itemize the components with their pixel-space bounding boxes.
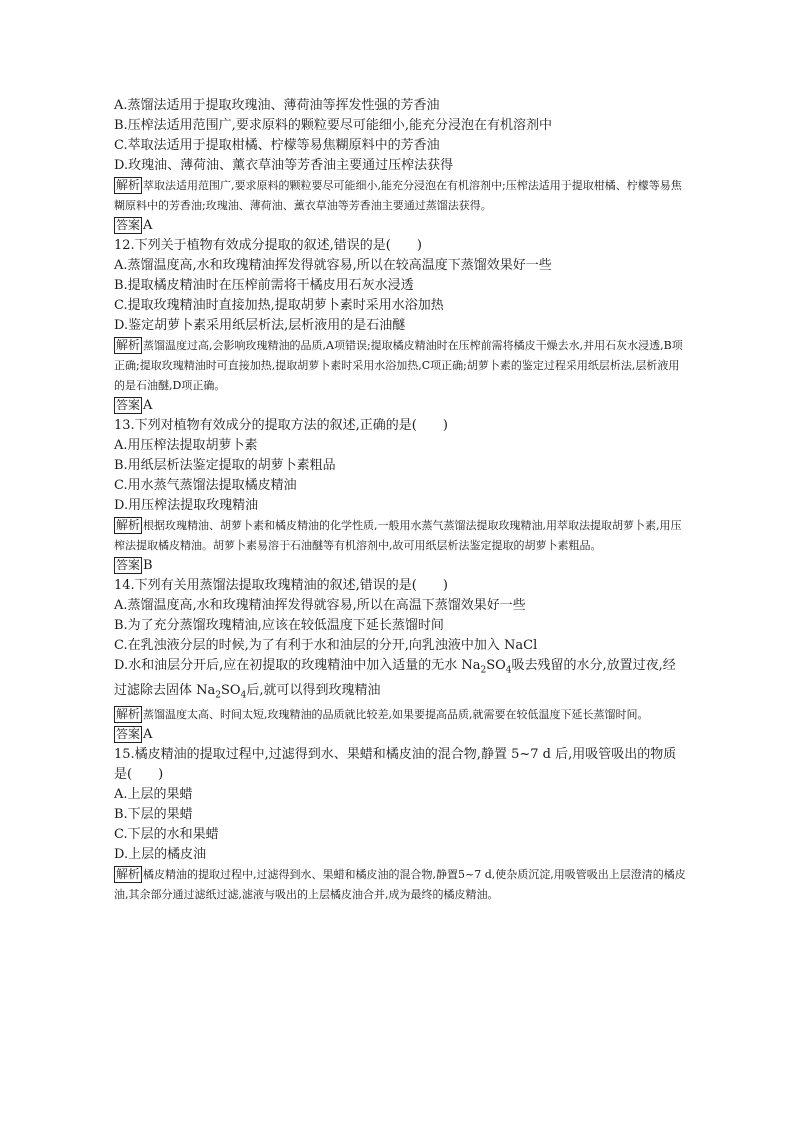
option-d-text-1: D.水和油层分开后,应在初提取的玫瑰精油中加入适量的无水 Na <box>114 658 481 673</box>
answer-block <box>114 396 688 416</box>
answer-label: 答案 <box>116 727 141 742</box>
answer-label: 答案 <box>116 218 141 232</box>
subscript-2: 2 <box>480 665 487 676</box>
analysis-block <box>114 516 688 556</box>
question-12 <box>114 236 688 416</box>
analysis-block <box>114 336 688 396</box>
analysis-label: 解析 <box>116 867 141 882</box>
option-a: A.蒸馏法适用于提取玫瑰油、薄荷油等挥发性强的芳香油 <box>114 98 440 113</box>
question-stem: 14.下列有关用蒸馏法提取玫瑰精油的叙述,错误的是( ) <box>114 578 448 593</box>
option-b: B.压榨法适用范围广,要求原料的颗粒要尽可能细小,能充分浸泡在有机溶剂中 <box>114 118 552 133</box>
option-d <box>114 656 688 705</box>
analysis-text: 橘皮精油的提取过程中,过滤得到水、果蜡和橘皮油的混合物,静置5~7 d,使杂质沉淀,用吸管吸出上层澄清的橘皮油,其余部分通过滤纸过滤,滤液与吸出的上层橘皮油合并,成为最终的橘皮精油。 <box>114 868 686 902</box>
question-14 <box>114 576 688 745</box>
option-c: C.下层的水和果蜡 <box>114 827 219 843</box>
option-d: D.上层的橘皮油 <box>114 847 207 863</box>
option-d-text-2: SO <box>486 658 506 673</box>
option-d-text-4: SO <box>221 682 241 698</box>
analysis-label: 解析 <box>116 178 141 192</box>
answer-label: 答案 <box>116 558 141 572</box>
option-a: A.用压榨法提取胡萝卜素 <box>114 438 258 453</box>
option-c: C.在乳浊液分层的时候,为了有利于水和油层的分开,向乳浊液中加入 NaCl <box>114 638 538 653</box>
option-d: D.用压榨法提取玫瑰精油 <box>114 498 259 513</box>
option-d: D.玫瑰油、薄荷油、薰衣草油等芳香油主要通过压榨法获得 <box>114 158 454 173</box>
analysis-block <box>114 705 688 725</box>
option-b: B.为了充分蒸馏玫瑰精油,应该在较低温度下延长蒸馏时间 <box>114 618 444 633</box>
analysis-label: 解析 <box>116 518 141 532</box>
analysis-label: 解析 <box>116 707 141 722</box>
subscript-2: 2 <box>215 690 221 701</box>
analysis-block <box>114 865 688 905</box>
option-b: B.下层的果蜡 <box>114 807 193 823</box>
question-stem: 15.橘皮精油的提取过程中,过滤得到水、果蜡和橘皮油的混合物,静置 5~7 d 后,用吸管吸出的物质是( ) <box>114 747 677 783</box>
answer-block <box>114 556 688 576</box>
subscript-4: 4 <box>505 665 512 676</box>
option-d-text-3: 吸去残留的水分,放置过夜,经过滤除去固体 Na <box>114 658 676 698</box>
option-a: A.上层的果蜡 <box>114 787 193 803</box>
analysis-text: 萃取法适用范围广,要求原料的颗粒要尽可能细小,能充分浸泡在有机溶剂中;压榨法适用于提取柑橘、柠檬等易焦糊原料中的芳香油;玫瑰油、薄荷油、薰衣草油等芳香油主要通过蒸馏法获得。 <box>114 179 682 212</box>
option-b: B.用纸层析法鉴定提取的胡萝卜素粗品 <box>114 458 336 473</box>
analysis-label: 解析 <box>116 338 141 352</box>
option-c: C.萃取法适用于提取柑橘、柠檬等易焦糊原料中的芳香油 <box>114 138 440 153</box>
answer-value: A <box>143 218 153 233</box>
question-stem: 13.下列对植物有效成分的提取方法的叙述,正确的是( ) <box>114 418 448 433</box>
answer-label: 答案 <box>116 398 141 412</box>
answer-value: A <box>143 727 153 743</box>
option-d-text-5: 后,就可以得到玫瑰精油 <box>246 682 381 698</box>
answer-block <box>114 725 688 745</box>
subscript-4: 4 <box>240 690 247 701</box>
question-11 <box>114 96 688 236</box>
option-a: A.蒸馏温度高,水和玫瑰精油挥发得就容易,所以在高温下蒸馏效果好一些 <box>114 598 526 613</box>
question-13 <box>114 416 688 576</box>
analysis-text: 蒸馏温度太高、时间太短,玫瑰精油的品质就比较差,如果要提高品质,就需要在较低温度下延长蒸馏时间。 <box>143 708 649 722</box>
option-c: C.用水蒸气蒸馏法提取橘皮精油 <box>114 478 297 493</box>
answer-value: B <box>143 558 153 573</box>
question-stem: 12.下列关于植物有效成分提取的叙述,错误的是( ) <box>114 238 422 253</box>
option-a: A.蒸馏温度高,水和玫瑰精油挥发得就容易,所以在较高温度下蒸馏效果好一些 <box>114 258 552 273</box>
question-15 <box>114 745 688 905</box>
option-c: C.提取玫瑰精油时直接加热,提取胡萝卜素时采用水浴加热 <box>114 298 444 313</box>
analysis-text: 根据玫瑰精油、胡萝卜素和橘皮精油的化学性质,一般用水蒸气蒸馏法提取玫瑰精油,用萃取法提取胡萝卜素,用压榨法提取橘皮精油。胡萝卜素易溶于石油醚等有机溶剂中,故可用纸层析法鉴定提取的胡萝卜素粗品。 <box>114 519 682 552</box>
analysis-block <box>114 176 688 216</box>
analysis-text: 蒸馏温度过高,会影响玫瑰精油的品质,A项错误;提取橘皮精油时在压榨前需将橘皮干燥去水,并用石灰水浸透,B项正确;提取玫瑰精油时可直接加热,提取胡萝卜素时采用水浴加热,C项正确;胡萝卜素的鉴定过程采用纸层析法,层析液用的是石油醚,D项正确。 <box>114 339 683 392</box>
answer-block <box>114 216 688 236</box>
option-b: B.提取橘皮精油时在压榨前需将干橘皮用石灰水浸透 <box>114 278 414 293</box>
document-content <box>114 96 688 905</box>
answer-value: A <box>143 398 153 413</box>
option-d: D.鉴定胡萝卜素采用纸层析法,层析液用的是石油醚 <box>114 318 406 333</box>
